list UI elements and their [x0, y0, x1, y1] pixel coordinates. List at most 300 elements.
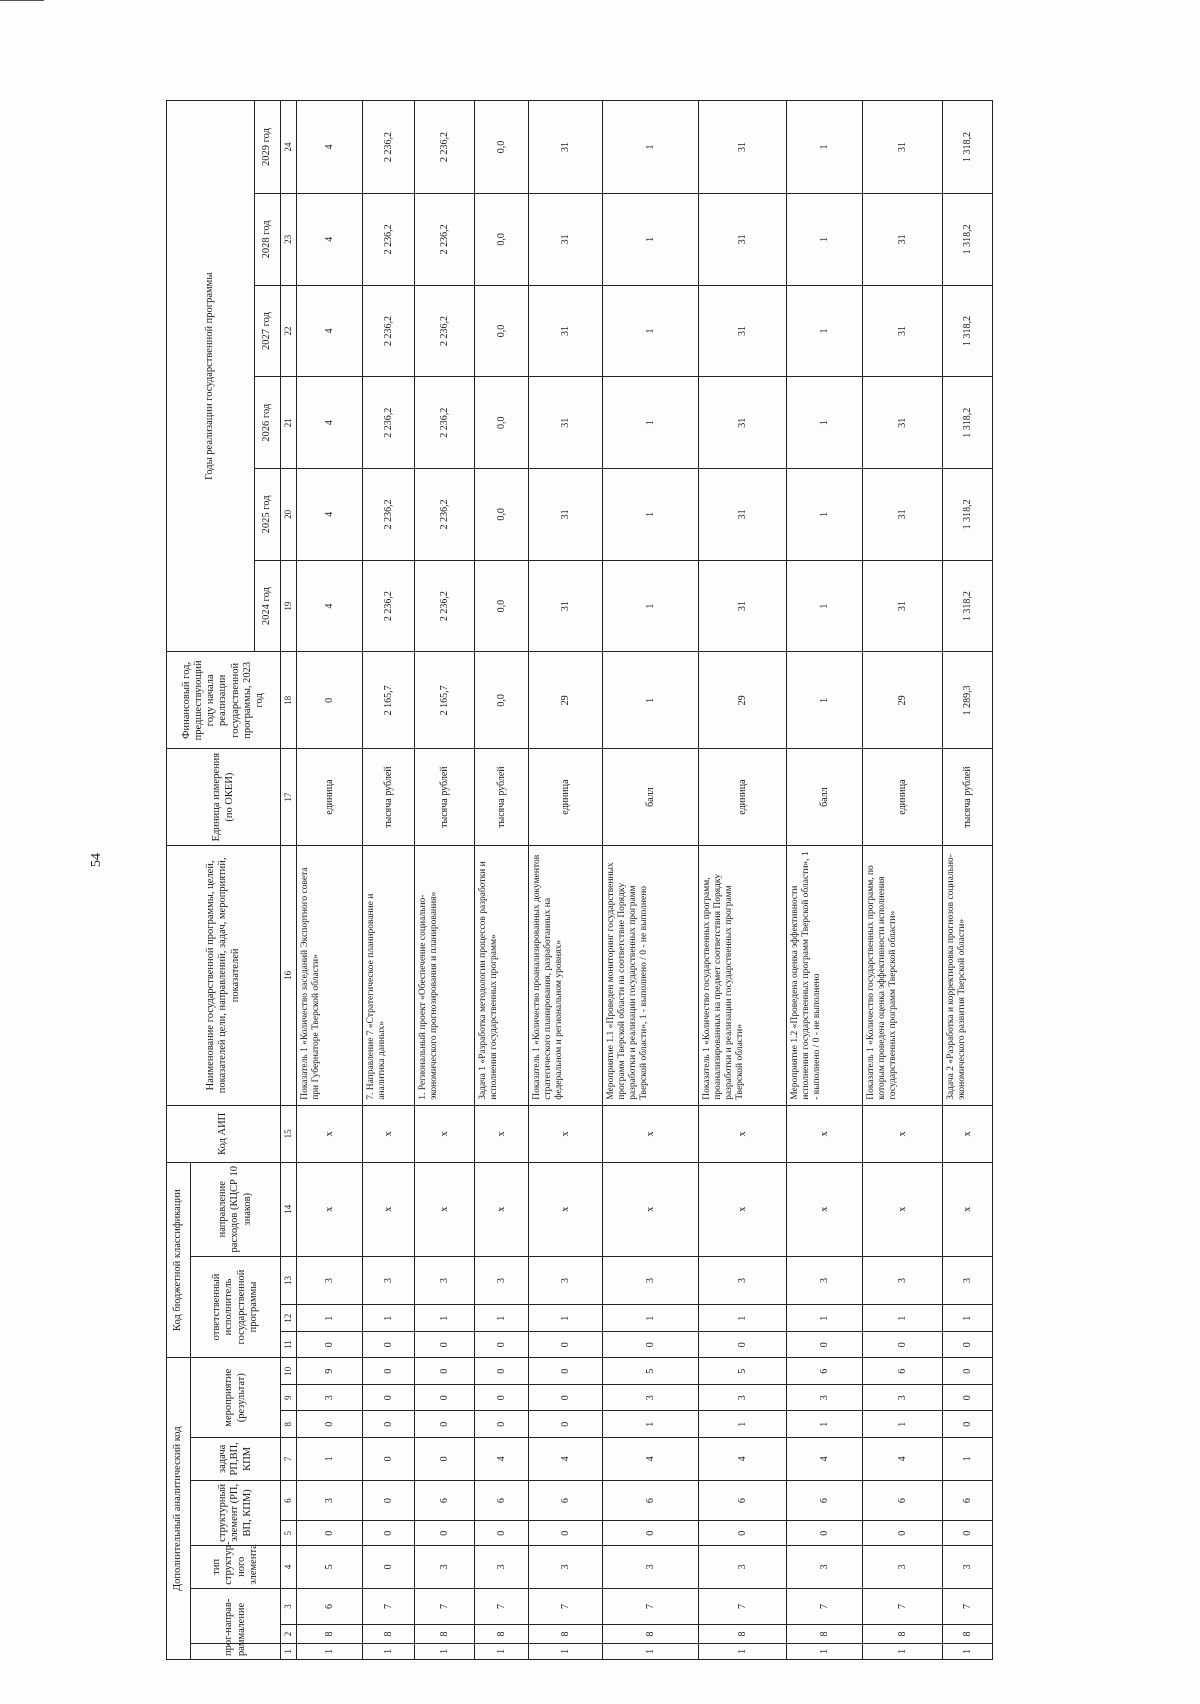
- code-cell: 7: [699, 1588, 787, 1625]
- top-edge-rule: [0, 0, 44, 1]
- table-row: [943, 101, 993, 1660]
- code-cell: 1: [863, 1305, 943, 1331]
- code-cell: 0: [475, 1521, 529, 1545]
- code-cell: 5: [297, 1545, 363, 1588]
- code-cell: 3: [863, 1256, 943, 1305]
- row-unit: тысяча рублей: [475, 749, 529, 846]
- column-number: 24: [281, 101, 297, 194]
- code-cell: 1: [297, 1643, 363, 1659]
- header-tip: тип структур-ного элемента: [191, 1545, 281, 1588]
- code-cell: 1: [475, 1643, 529, 1659]
- row-year-value: 0,0: [475, 194, 529, 286]
- code-cell: x: [475, 1105, 529, 1162]
- code-cell: 0: [363, 1411, 415, 1437]
- row-year-value: 4: [297, 194, 363, 286]
- row-year-value: 31: [699, 469, 787, 561]
- code-cell: x: [603, 1162, 699, 1256]
- code-cell: 8: [363, 1625, 415, 1643]
- row-year-value: 31: [699, 285, 787, 377]
- table-row: [363, 101, 415, 1660]
- code-cell: 7: [415, 1588, 475, 1625]
- header-programma: прог-рамма: [191, 1643, 281, 1659]
- code-cell: 0: [415, 1358, 475, 1385]
- code-cell: 1: [529, 1305, 603, 1331]
- code-cell: 0: [415, 1521, 475, 1545]
- row-base-value: 29: [863, 652, 943, 749]
- row-year-value: 1: [603, 560, 699, 652]
- row-year-value: 2 236,2: [415, 194, 475, 286]
- code-cell: 7: [529, 1588, 603, 1625]
- code-cell: x: [297, 1162, 363, 1256]
- column-number: 20: [281, 469, 297, 561]
- code-cell: 0: [699, 1521, 787, 1545]
- table-row: [297, 101, 363, 1660]
- code-cell: 6: [475, 1480, 529, 1521]
- code-cell: 1: [699, 1305, 787, 1331]
- row-year-value: 31: [863, 377, 943, 469]
- code-cell: x: [787, 1162, 863, 1256]
- row-year-value: 2 236,2: [415, 560, 475, 652]
- code-cell: 3: [863, 1384, 943, 1410]
- header-name: Наименование государственной программы, целей, показателей цели, направлений, задач, мероприятий, показателей: [167, 846, 281, 1106]
- table-row: [529, 101, 603, 1660]
- code-cell: x: [529, 1105, 603, 1162]
- code-cell: 0: [363, 1384, 415, 1410]
- row-name: Показатель 1 «Количество государственных программ, проанализированных на предмет соответствия Порядку разработки и реализации государственных программ Тверской области»: [699, 846, 787, 1106]
- code-cell: 1: [699, 1643, 787, 1659]
- row-year-value: 4: [297, 285, 363, 377]
- code-cell: 0: [415, 1437, 475, 1480]
- code-cell: 3: [787, 1545, 863, 1588]
- code-cell: 0: [787, 1331, 863, 1357]
- code-cell: 0: [529, 1384, 603, 1410]
- column-number: 7: [281, 1437, 297, 1480]
- row-year-value: 1: [787, 101, 863, 194]
- code-cell: x: [863, 1162, 943, 1256]
- code-cell: 6: [297, 1588, 363, 1625]
- code-cell: 0: [863, 1521, 943, 1545]
- code-cell: x: [699, 1105, 787, 1162]
- code-cell: 1: [603, 1305, 699, 1331]
- code-cell: 0: [363, 1545, 415, 1588]
- column-number: 12: [281, 1305, 297, 1331]
- code-cell: 1: [475, 1305, 529, 1331]
- code-cell: 0: [297, 1411, 363, 1437]
- code-cell: 1: [603, 1411, 699, 1437]
- row-year-value: 0,0: [475, 377, 529, 469]
- column-number: 4: [281, 1545, 297, 1588]
- row-year-value: 31: [529, 194, 603, 286]
- code-cell: 7: [943, 1588, 993, 1625]
- code-cell: 0: [475, 1331, 529, 1357]
- code-cell: x: [415, 1105, 475, 1162]
- row-base-value: 1 289,3: [943, 652, 993, 749]
- row-name: Показатель 1 «Количество государственных программ, по которым проведена оценка эффективности исполнения государственных программ Тверской области»: [863, 846, 943, 1106]
- row-unit: тысяча рублей: [363, 749, 415, 846]
- code-cell: 0: [415, 1331, 475, 1357]
- row-year-value: 2 236,2: [363, 469, 415, 561]
- code-cell: 6: [699, 1480, 787, 1521]
- row-year-value: 31: [529, 560, 603, 652]
- code-cell: 7: [363, 1588, 415, 1625]
- header-napravlenie: направ-ление: [191, 1588, 281, 1643]
- table-row: [699, 101, 787, 1660]
- code-cell: 6: [529, 1480, 603, 1521]
- code-cell: x: [363, 1162, 415, 1256]
- code-cell: 0: [529, 1411, 603, 1437]
- header-struct-element: структурный элемент (РП, ВП, КПМ): [191, 1480, 281, 1545]
- code-cell: 3: [699, 1545, 787, 1588]
- row-name: Показатель 1 «Количество проанализированных документов стратегического планирования, разработанных на федеральном и региональном уровнях»: [529, 846, 603, 1106]
- header-meropriyatie: мероприятие (результат): [191, 1358, 281, 1438]
- code-cell: 6: [943, 1480, 993, 1521]
- code-cell: 1: [297, 1437, 363, 1480]
- row-name: Задача 1 «Разработка методологии процессов разработки и исполнения государственных программ»: [475, 846, 529, 1106]
- code-cell: 1: [943, 1437, 993, 1480]
- code-cell: 3: [943, 1256, 993, 1305]
- row-year-value: 1: [603, 285, 699, 377]
- code-cell: 0: [297, 1521, 363, 1545]
- row-year-value: 1 318,2: [943, 285, 993, 377]
- row-year-value: 31: [529, 377, 603, 469]
- code-cell: 0: [415, 1384, 475, 1410]
- column-number: 10: [281, 1358, 297, 1385]
- column-number: 6: [281, 1480, 297, 1521]
- row-year-value: 1 318,2: [943, 560, 993, 652]
- code-cell: 0: [943, 1331, 993, 1357]
- header-year: 2027 год: [255, 285, 281, 377]
- code-cell: 3: [363, 1256, 415, 1305]
- column-number: 13: [281, 1256, 297, 1305]
- row-year-value: 2 236,2: [363, 194, 415, 286]
- code-cell: 0: [787, 1521, 863, 1545]
- row-year-value: 1: [787, 194, 863, 286]
- code-cell: 3: [529, 1545, 603, 1588]
- row-year-value: 31: [863, 560, 943, 652]
- row-year-value: 1 318,2: [943, 469, 993, 561]
- row-unit: тысяча рублей: [943, 749, 993, 846]
- table-row: [415, 101, 475, 1660]
- code-cell: 3: [297, 1384, 363, 1410]
- row-year-value: 2 236,2: [363, 560, 415, 652]
- code-cell: 6: [787, 1358, 863, 1385]
- row-base-value: 29: [529, 652, 603, 749]
- row-unit: единица: [699, 749, 787, 846]
- header-ispolnitel: ответственный исполнитель государственной программы: [191, 1256, 281, 1358]
- row-year-value: 2 236,2: [415, 285, 475, 377]
- code-cell: 1: [297, 1305, 363, 1331]
- column-number: 1: [281, 1643, 297, 1659]
- row-year-value: 4: [297, 469, 363, 561]
- code-cell: 8: [787, 1625, 863, 1643]
- header-zadacha: задача РП,ВП, КПМ: [191, 1437, 281, 1480]
- row-year-value: 31: [699, 101, 787, 194]
- row-year-value: 31: [699, 194, 787, 286]
- code-cell: 1: [363, 1643, 415, 1659]
- row-year-value: 2 236,2: [415, 469, 475, 561]
- header-year: 2025 год: [255, 469, 281, 561]
- row-year-value: 31: [699, 377, 787, 469]
- code-cell: 1: [943, 1305, 993, 1331]
- row-name: Показатель 1 «Количество заседаний Экспортного совета при Губернаторе Тверской области»: [297, 846, 363, 1106]
- code-cell: 6: [415, 1480, 475, 1521]
- row-unit: единица: [297, 749, 363, 846]
- code-cell: 3: [475, 1545, 529, 1588]
- code-cell: 1: [787, 1411, 863, 1437]
- code-cell: x: [863, 1105, 943, 1162]
- row-base-value: 0: [297, 652, 363, 749]
- row-year-value: 1: [603, 377, 699, 469]
- row-base-value: 2 165,7: [415, 652, 475, 749]
- column-number: 16: [281, 846, 297, 1106]
- code-cell: 8: [699, 1625, 787, 1643]
- code-cell: 0: [943, 1384, 993, 1410]
- code-cell: 6: [863, 1358, 943, 1385]
- row-year-value: 1: [787, 469, 863, 561]
- code-cell: 0: [297, 1331, 363, 1357]
- row-base-value: 0,0: [475, 652, 529, 749]
- code-cell: 4: [787, 1437, 863, 1480]
- code-cell: 0: [943, 1521, 993, 1545]
- code-cell: 3: [699, 1256, 787, 1305]
- row-year-value: 1 318,2: [943, 194, 993, 286]
- row-year-value: 1: [603, 469, 699, 561]
- row-base-value: 1: [603, 652, 699, 749]
- code-cell: 8: [863, 1625, 943, 1643]
- table-row: [863, 101, 943, 1660]
- row-unit: тысяча рублей: [415, 749, 475, 846]
- code-cell: 8: [475, 1625, 529, 1643]
- row-year-value: 1: [787, 377, 863, 469]
- row-name: 1. Региональный проект «Обеспечение социально-экономического прогнозирования и планирования»: [415, 846, 475, 1106]
- code-cell: 0: [363, 1521, 415, 1545]
- row-year-value: 31: [863, 101, 943, 194]
- header-base-year: Финансовый год, предшествующий году начала реализации государственной программы, 2023 год: [167, 652, 281, 749]
- code-cell: 1: [415, 1305, 475, 1331]
- header-year: 2024 год: [255, 560, 281, 652]
- column-number-row: [281, 101, 297, 1660]
- code-cell: 1: [787, 1643, 863, 1659]
- row-year-value: 0,0: [475, 560, 529, 652]
- code-cell: 7: [475, 1588, 529, 1625]
- code-cell: 1: [529, 1643, 603, 1659]
- code-cell: 0: [529, 1331, 603, 1357]
- code-cell: 7: [863, 1588, 943, 1625]
- code-cell: 6: [603, 1480, 699, 1521]
- column-number: 23: [281, 194, 297, 286]
- code-cell: 0: [363, 1358, 415, 1385]
- code-cell: 3: [297, 1256, 363, 1305]
- row-name: 7. Направление 7 «Стратегическое планирование и аналитика данных»: [363, 846, 415, 1106]
- code-cell: 3: [297, 1480, 363, 1521]
- row-year-value: 0,0: [475, 285, 529, 377]
- column-number: 22: [281, 285, 297, 377]
- code-cell: 0: [603, 1521, 699, 1545]
- row-year-value: 1: [787, 560, 863, 652]
- code-cell: 6: [863, 1480, 943, 1521]
- code-cell: 0: [699, 1331, 787, 1357]
- header-year: 2026 год: [255, 377, 281, 469]
- row-name: Задача 2 «Разработка и корректировка прогнозов социально-экономического развития Тверской области»: [943, 846, 993, 1106]
- code-cell: 4: [863, 1437, 943, 1480]
- row-year-value: 2 236,2: [415, 377, 475, 469]
- code-cell: 1: [863, 1643, 943, 1659]
- code-cell: 0: [475, 1384, 529, 1410]
- header-years-group: Годы реализации государственной программы: [167, 101, 255, 652]
- row-unit: единица: [529, 749, 603, 846]
- column-number: 5: [281, 1521, 297, 1545]
- column-number: 9: [281, 1384, 297, 1410]
- code-cell: 9: [297, 1358, 363, 1385]
- code-cell: 7: [603, 1588, 699, 1625]
- row-year-value: 31: [699, 560, 787, 652]
- code-cell: 4: [699, 1437, 787, 1480]
- code-cell: x: [943, 1105, 993, 1162]
- row-year-value: 1: [603, 194, 699, 286]
- row-year-value: 4: [297, 377, 363, 469]
- table-row: [603, 101, 699, 1660]
- code-cell: 3: [943, 1545, 993, 1588]
- column-number: 8: [281, 1411, 297, 1437]
- code-cell: 1: [603, 1643, 699, 1659]
- table-row: [475, 101, 529, 1660]
- code-cell: 6: [787, 1480, 863, 1521]
- code-cell: x: [787, 1105, 863, 1162]
- code-cell: 3: [603, 1384, 699, 1410]
- row-base-value: 29: [699, 652, 787, 749]
- row-name: Мероприятие 1.1 «Проведен мониторинг государственных программ Тверской области на соответствие Порядку разработки и реализации государственных программ Тверской области», 1 - выполнено / 0 - не выполнено: [603, 846, 699, 1106]
- code-cell: 0: [863, 1331, 943, 1357]
- row-year-value: 1: [787, 285, 863, 377]
- column-number: 15: [281, 1105, 297, 1162]
- code-cell: 8: [603, 1625, 699, 1643]
- code-cell: 0: [943, 1411, 993, 1437]
- code-cell: 1: [943, 1643, 993, 1659]
- row-year-value: 2 236,2: [415, 101, 475, 194]
- row-year-value: 2 236,2: [363, 285, 415, 377]
- code-cell: 0: [363, 1437, 415, 1480]
- row-year-value: 31: [863, 285, 943, 377]
- header-year: 2028 год: [255, 194, 281, 286]
- code-cell: 0: [529, 1521, 603, 1545]
- row-year-value: 0,0: [475, 469, 529, 561]
- column-number: 2: [281, 1625, 297, 1643]
- code-cell: 0: [475, 1411, 529, 1437]
- code-cell: 5: [603, 1358, 699, 1385]
- code-cell: 3: [475, 1256, 529, 1305]
- code-cell: 8: [297, 1625, 363, 1643]
- header-year: 2029 год: [255, 101, 281, 194]
- code-cell: 4: [475, 1437, 529, 1480]
- code-cell: 4: [603, 1437, 699, 1480]
- row-year-value: 31: [863, 469, 943, 561]
- rotated-page: [166, 100, 1186, 1660]
- code-cell: 3: [415, 1545, 475, 1588]
- row-year-value: 4: [297, 101, 363, 194]
- code-cell: 8: [415, 1625, 475, 1643]
- header-napr-rashodov: направление расходов (КЦСР 10 знаков): [191, 1162, 281, 1256]
- code-cell: x: [415, 1162, 475, 1256]
- row-year-value: 31: [529, 469, 603, 561]
- column-number: 21: [281, 377, 297, 469]
- code-cell: x: [475, 1162, 529, 1256]
- code-cell: 1: [363, 1305, 415, 1331]
- header-unit: Единица измерения (по ОКЕИ): [167, 749, 281, 846]
- row-year-value: 31: [529, 101, 603, 194]
- column-number: 14: [281, 1162, 297, 1256]
- row-year-value: 31: [863, 194, 943, 286]
- code-cell: 0: [363, 1480, 415, 1521]
- code-cell: 5: [699, 1358, 787, 1385]
- program-table: [166, 100, 993, 1660]
- code-cell: 3: [603, 1545, 699, 1588]
- code-cell: x: [363, 1105, 415, 1162]
- code-cell: 7: [787, 1588, 863, 1625]
- code-cell: x: [603, 1105, 699, 1162]
- row-year-value: 0,0: [475, 101, 529, 194]
- row-year-value: 2 236,2: [363, 101, 415, 194]
- code-cell: 3: [863, 1545, 943, 1588]
- code-cell: 8: [943, 1625, 993, 1643]
- code-cell: 0: [529, 1358, 603, 1385]
- code-cell: 8: [529, 1625, 603, 1643]
- row-year-value: 31: [529, 285, 603, 377]
- code-cell: 0: [603, 1331, 699, 1357]
- header-additional-code: Дополнительный аналитический код: [167, 1358, 191, 1660]
- code-cell: 1: [787, 1305, 863, 1331]
- code-cell: x: [699, 1162, 787, 1256]
- code-cell: 3: [699, 1384, 787, 1410]
- header-budget-code: Код бюджетной классификации: [167, 1162, 191, 1358]
- table-body: [281, 101, 993, 1660]
- column-number: 3: [281, 1588, 297, 1625]
- code-cell: 3: [603, 1256, 699, 1305]
- row-year-value: 2 236,2: [363, 377, 415, 469]
- code-cell: 1: [863, 1411, 943, 1437]
- table-row: [787, 101, 863, 1660]
- row-base-value: 1: [787, 652, 863, 749]
- code-cell: 0: [475, 1358, 529, 1385]
- code-cell: x: [297, 1105, 363, 1162]
- code-cell: 3: [529, 1256, 603, 1305]
- column-number: 11: [281, 1331, 297, 1357]
- row-year-value: 1: [603, 101, 699, 194]
- code-cell: x: [943, 1162, 993, 1256]
- code-cell: 3: [787, 1384, 863, 1410]
- row-name: Мероприятие 1.2 «Проведена оценка эффективности исполнения государственных программ Тверской области», 1 - выполнено / 0 - не выполнено: [787, 846, 863, 1106]
- header-kod-aip: Код АИП: [167, 1105, 281, 1162]
- row-unit: единица: [863, 749, 943, 846]
- page-number: 54: [89, 853, 104, 867]
- code-cell: 1: [415, 1643, 475, 1659]
- code-cell: 4: [529, 1437, 603, 1480]
- code-cell: 3: [415, 1256, 475, 1305]
- code-cell: x: [529, 1162, 603, 1256]
- row-base-value: 2 165,7: [363, 652, 415, 749]
- column-number: 19: [281, 560, 297, 652]
- code-cell: 3: [787, 1256, 863, 1305]
- row-year-value: 1 318,2: [943, 101, 993, 194]
- row-unit: балл: [603, 749, 699, 846]
- row-year-value: 1 318,2: [943, 377, 993, 469]
- code-cell: 0: [415, 1411, 475, 1437]
- row-year-value: 4: [297, 560, 363, 652]
- row-unit: балл: [787, 749, 863, 846]
- code-cell: 0: [943, 1358, 993, 1385]
- column-number: 18: [281, 652, 297, 749]
- code-cell: 0: [363, 1331, 415, 1357]
- code-cell: 1: [699, 1411, 787, 1437]
